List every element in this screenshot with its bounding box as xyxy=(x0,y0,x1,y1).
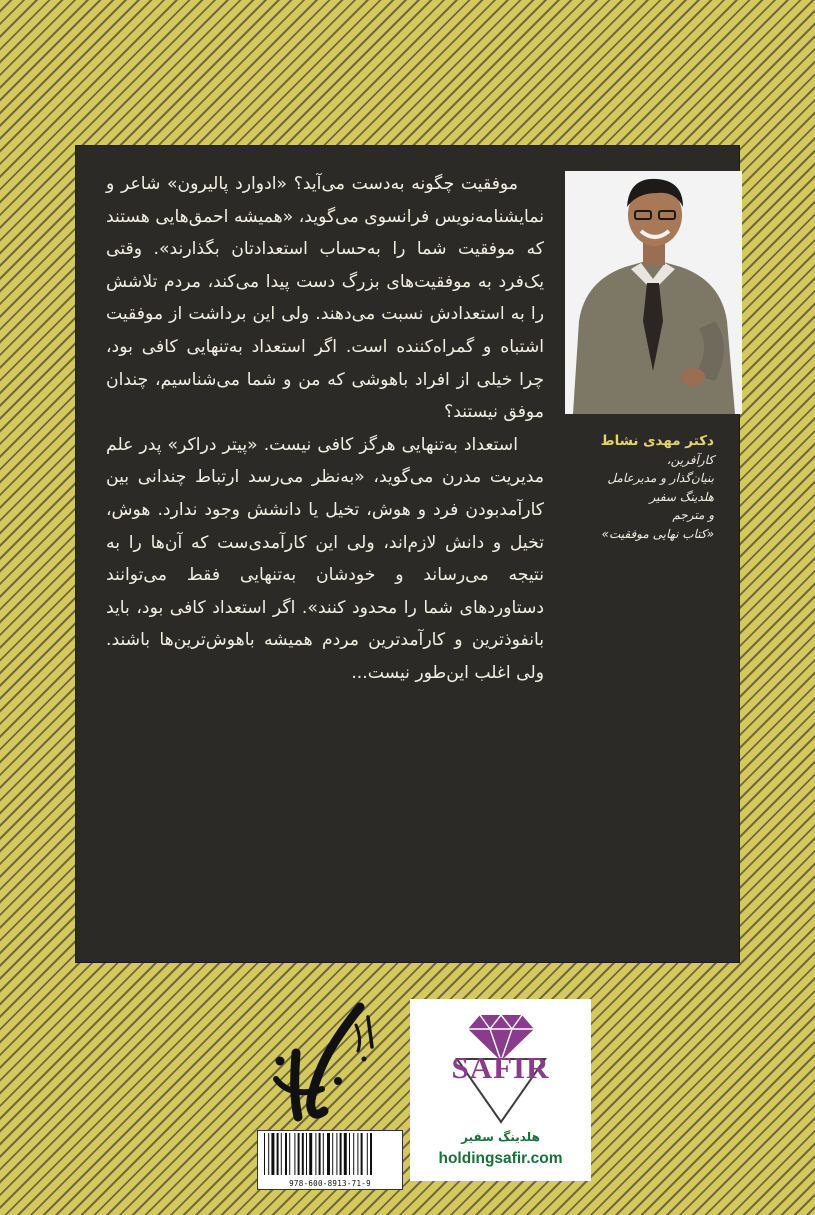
safir-brand: SAFIR xyxy=(451,1050,550,1085)
isbn-barcode xyxy=(257,1130,403,1190)
author-name: دکتر مهدی نشاط xyxy=(600,433,714,449)
blurb-text xyxy=(106,168,544,690)
author-caption xyxy=(562,432,714,543)
safir-url: holdingsafir.com xyxy=(438,1150,563,1167)
isbn-number: 978-600-8913-71-9 xyxy=(289,1179,371,1188)
blurb-paragraph-1: موفقیت چگونه به‌دست می‌آید؟ «ادوارد پالیرون» شاعر و نمایشنامه‌نویس فرانسوی می‌گوید، «همیشه احمق‌هایی هستند که موفقیت شما را به‌حساب استعدادتان بگذارند». وقتی یک‌فرد به موفقیت‌های بزرگ دست پیدا می‌کند، مردم تلاشش را به استعدادش نسبت می‌دهند. ولی این برداشت از موفقیت اشتباه و گمراه‌کننده است. اگر استعداد به‌تنهایی کافی بود، چرا خیلی از افراد باهوشی که من و شما می‌شناسیم، چندان موفق نیستند؟ xyxy=(106,174,544,423)
author-role-3: هلدینگ سفیر xyxy=(649,489,714,504)
author-role-1: کارآفرین، xyxy=(666,452,714,467)
author-role-2: بنیان‌گذار و مدیرعامل xyxy=(607,471,714,485)
blurb-paragraph-2: استعداد به‌تنهایی هرگز کافی نیست. «پیتر دراکر» پدر علم مدیریت مدرن می‌گوید، «به‌نظر می‌رسد ارتباط چندانی بین کارآمدبودن فرد و هوش، تخیل یا دانشش وجود ندارد. هوش، تخیل و دانش لازم‌اند، ولی این کارآمدی‌ست که آن‌ها را به نتیجه می‌رساند و خودشان به‌تنهایی فقط می‌توانند دستاوردهای شما را محدود کنند». اگر استعداد کافی بود، باید بانفوذترین و کارآمدترین مردم همیشه باهوش‌ترین‌ها باشند. ولی اغلب این‌طور نیست... xyxy=(106,434,544,683)
author-role-4: و مترجم xyxy=(672,508,714,522)
publisher-logo xyxy=(268,995,380,1125)
safir-logo xyxy=(410,999,591,1181)
author-book-title: «کتاب نهایی موفقیت» xyxy=(601,526,714,541)
safir-name-fa: هلدینگ سفیر xyxy=(461,1130,540,1144)
author-photo xyxy=(565,171,742,414)
